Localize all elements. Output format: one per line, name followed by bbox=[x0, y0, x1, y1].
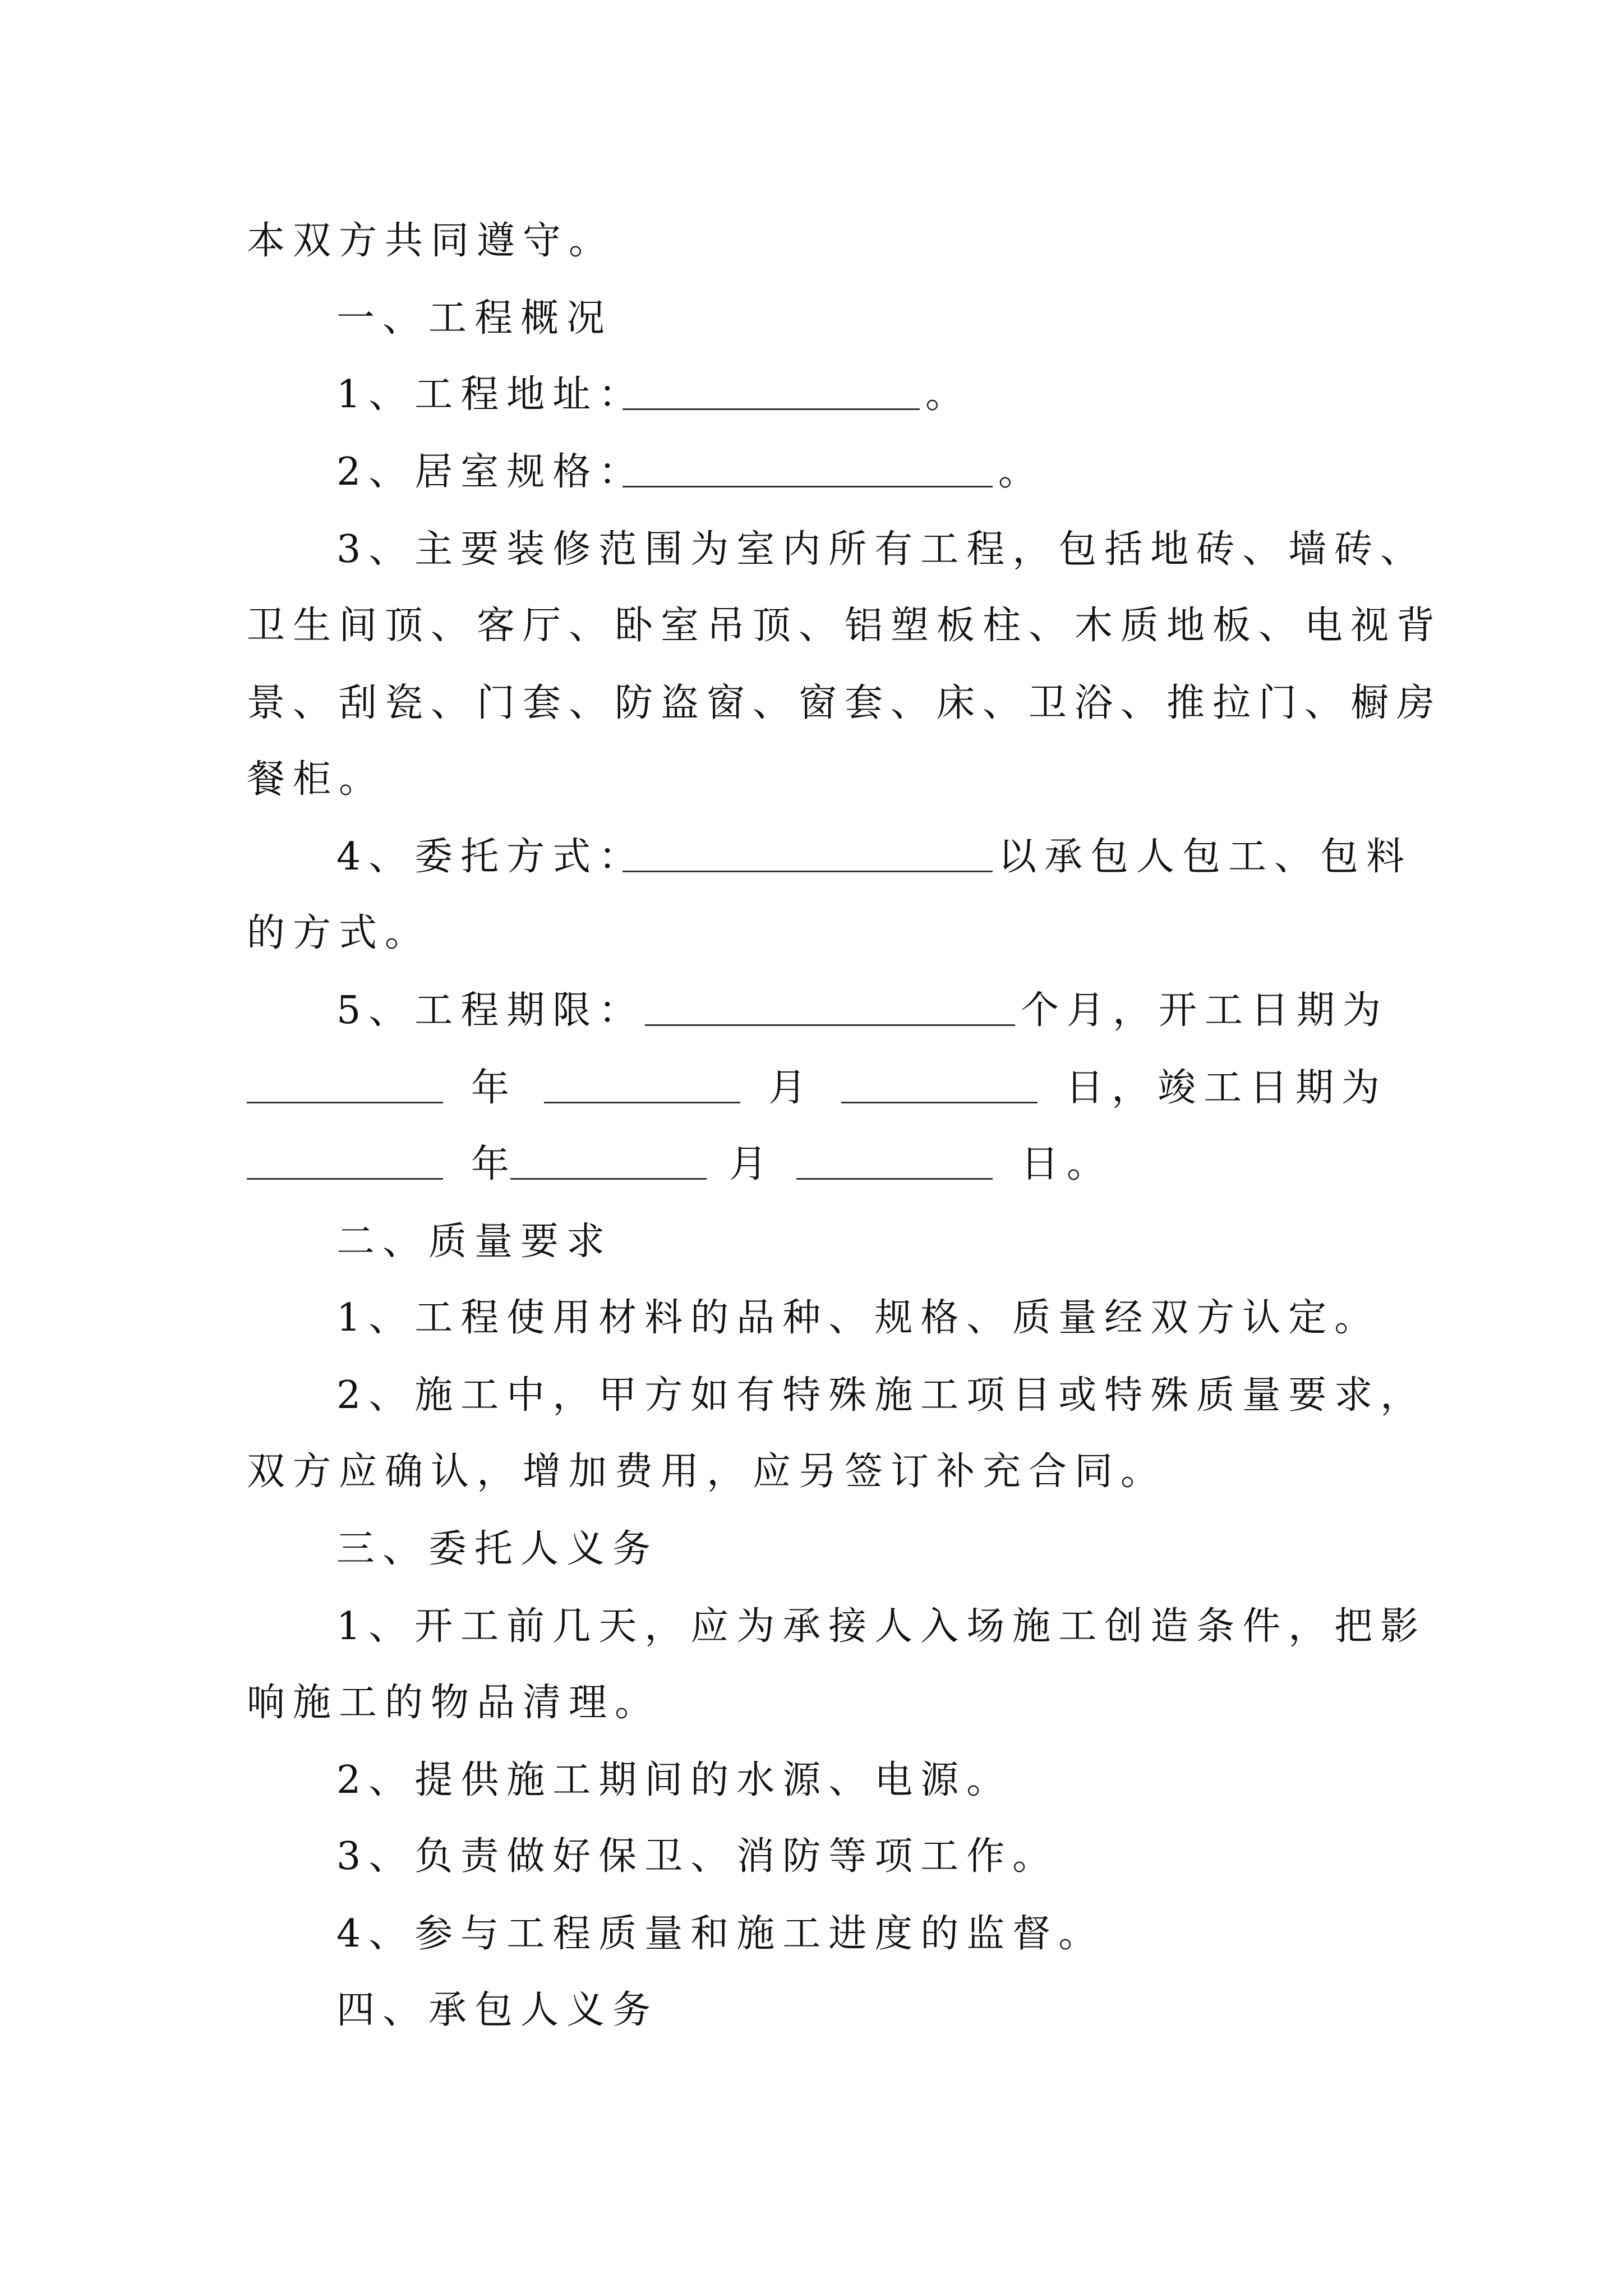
punctuation: 。 bbox=[998, 450, 1045, 494]
section-heading-quality bbox=[0, 1214, 1623, 1270]
body-line bbox=[0, 1829, 1623, 1885]
field-line-end-date bbox=[0, 1137, 1623, 1193]
body-text: 2、施工中，甲方如有特殊施工项目或特殊质量要求， bbox=[336, 1373, 1427, 1418]
section-heading: 一、工程概况 bbox=[336, 296, 613, 341]
body-text: 日。 bbox=[1021, 1142, 1113, 1186]
body-line bbox=[0, 752, 1623, 808]
body-text: 本双方共同遵守。 bbox=[247, 219, 615, 263]
punctuation: 。 bbox=[925, 372, 972, 417]
fill-blank-year[interactable] bbox=[247, 1178, 443, 1180]
body-line bbox=[0, 1599, 1623, 1655]
date-unit-month: 月 bbox=[768, 1066, 815, 1110]
section-heading: 二、质量要求 bbox=[336, 1220, 613, 1264]
body-line bbox=[0, 598, 1623, 654]
field-label: 4、委托方式： bbox=[336, 835, 645, 879]
fill-blank[interactable] bbox=[623, 486, 993, 487]
body-line bbox=[0, 522, 1623, 578]
body-line bbox=[0, 1752, 1623, 1809]
body-text: 3、主要装修范围为室内所有工程，包括地砖、墙砖、 bbox=[336, 527, 1427, 572]
fill-blank[interactable] bbox=[623, 871, 993, 872]
body-text: 3、负责做好保卫、消防等项工作。 bbox=[336, 1834, 1059, 1879]
section-heading-client-duties bbox=[0, 1521, 1623, 1577]
section-heading: 三、委托人义务 bbox=[336, 1527, 659, 1571]
fill-blank[interactable] bbox=[623, 408, 920, 410]
fill-blank-month[interactable] bbox=[544, 1102, 740, 1103]
body-text: 双方应确认，增加费用，应另签订补充合同。 bbox=[247, 1450, 1167, 1494]
section-heading: 四、承包人义务 bbox=[336, 1988, 659, 2032]
fill-blank-month[interactable] bbox=[510, 1178, 707, 1180]
body-text: 卫生间顶、客厅、卧室吊顶、铝塑板柱、木质地板、电视背 bbox=[247, 604, 1443, 648]
date-unit-month: 月 bbox=[729, 1142, 776, 1186]
body-text: 日，竣工日期为 bbox=[1066, 1066, 1388, 1110]
body-text: 1、开工前几天，应为承接人入场施工创造条件，把影 bbox=[336, 1604, 1427, 1649]
fill-blank[interactable] bbox=[645, 1024, 1015, 1026]
body-line bbox=[0, 1290, 1623, 1346]
body-line-continuation bbox=[0, 213, 1623, 269]
date-unit-year: 年 bbox=[471, 1142, 518, 1186]
fill-blank-year[interactable] bbox=[247, 1102, 443, 1103]
field-label: 5、工程期限： bbox=[336, 988, 645, 1033]
fill-blank-day[interactable] bbox=[841, 1102, 1038, 1103]
field-line-duration bbox=[0, 983, 1623, 1039]
field-label: 2、居室规格： bbox=[336, 450, 645, 494]
body-line bbox=[0, 905, 1623, 961]
body-text: 餐柜。 bbox=[247, 757, 385, 802]
body-text: 景、刮瓷、门套、防盗窗、窗套、床、卫浴、推拉门、橱房 bbox=[247, 681, 1443, 725]
body-text: 的方式。 bbox=[247, 911, 431, 955]
body-text: 个月，开工日期为 bbox=[1021, 988, 1389, 1033]
body-line bbox=[0, 1444, 1623, 1500]
field-line-start-date bbox=[0, 1060, 1623, 1116]
body-line bbox=[0, 1675, 1623, 1731]
section-heading-contractor-duties bbox=[0, 1982, 1623, 2039]
body-text: 4、参与工程质量和施工进度的监督。 bbox=[336, 1912, 1105, 1956]
fill-blank-day[interactable] bbox=[796, 1178, 993, 1180]
body-line bbox=[0, 1906, 1623, 1962]
body-text: 2、提供施工期间的水源、电源。 bbox=[336, 1758, 1013, 1802]
body-line bbox=[0, 1368, 1623, 1424]
body-text: 以承包人包工、包料 bbox=[998, 835, 1413, 879]
field-line-room-spec bbox=[0, 444, 1623, 500]
date-unit-year: 年 bbox=[471, 1066, 518, 1110]
field-line-address bbox=[0, 367, 1623, 423]
body-text: 1、工程使用材料的品种、规格、质量经双方认定。 bbox=[336, 1296, 1381, 1340]
body-text: 响施工的物品清理。 bbox=[247, 1681, 661, 1725]
field-line-method bbox=[0, 829, 1623, 885]
section-heading-overview bbox=[0, 291, 1623, 347]
field-label: 1、工程地址： bbox=[336, 372, 645, 417]
body-line bbox=[0, 675, 1623, 731]
